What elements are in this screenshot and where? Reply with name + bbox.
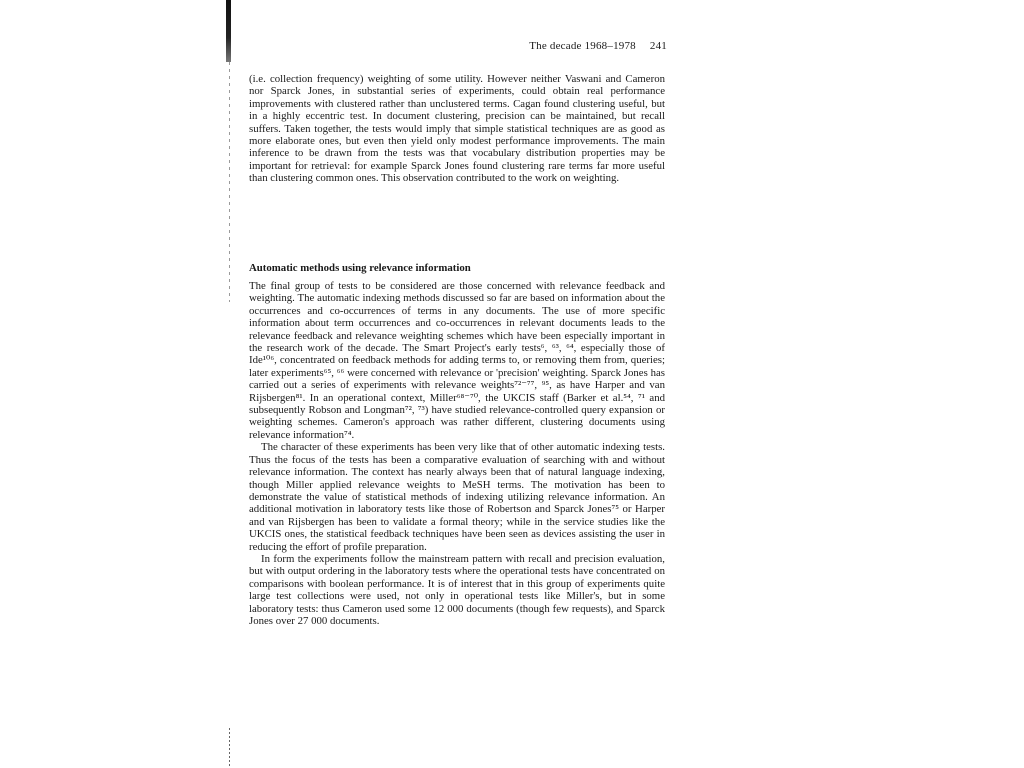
intro-paragraph: (i.e. collection frequency) weighting of some utility. However neither Vaswani and Cameron nor Sparck Jones, in substantial series of experiments, could obtain real performance improvements with clustered rather than unclustered terms. Cagan found clustering useful, but in a highly eccentric test. In document clustering, precision can be maintained, but recall suffers. Taken together, the tests would imply that simple statistical techniques are as good as more elaborate ones, but even then yield only modest performance improvements. The main inference to be drawn from the tests was that vocabulary distribution properties may be important for retrieval: for example Sparck Jones found clustering rare terms far more useful than clustering common ones. This observation contributed to the work on weighting. [249,73,665,185]
section-heading: Automatic methods using relevance information [249,262,471,274]
running-head [529,40,667,52]
scan-margin-noise-bottom [229,728,230,768]
section-paragraph-1: The final group of tests to be considered are those concerned with relevance feedback and weighting. The automatic indexing methods discussed so far are based on information about the occurrences and co-occurrences of terms in any documents. The use of more specific information about term occurrences and co-occurrences in relevant documents leads to the relevance feedback and relevance weighting schemes which have been especially important in the research work of the decade. The Smart Project's early tests⁶, ⁶³, ⁶⁴, especially those of Ide¹⁰⁶, concentrated on feedback methods for adding terms to, or removing them from, queries; later experiments⁶⁵, ⁶⁶ were concerned with relevance or 'precision' weighting. Sparck Jones has carried out a series of experiments with relevance weights⁷²⁻⁷⁷, ⁹⁵, as have Harper and van Rijsbergen⁸¹. In an operational context, Miller⁶⁸⁻⁷⁰, the UKCIS staff (Barker et al.⁵⁴, ⁷¹ and subsequently Robson and Longman⁷², ⁷³) have studied relevance-controlled query expansion or weighting schemes. Cameron's approach was rather different, clustering documents using relevance information⁷⁴. [249,280,665,441]
intro-text-block [249,73,665,185]
page-number: 241 [649,40,667,52]
scan-margin-noise [229,62,230,302]
section-paragraph-3: In form the experiments follow the mainstream pattern with recall and precision evaluation, but with output ordering in the laboratory tests where the operational tests have concentrated on comparisons with boolean performance. It is of interest that in this group of experiments quite large test collections were used, not only in operational tests like Miller's, but in some laboratory tests: thus Cameron used some 12 000 documents (though few requests), and Sparck Jones over 27 000 documents. [249,552,665,627]
section-text-block [249,280,665,627]
scan-binding-shadow [226,0,231,62]
running-head-title: The decade 1968–1978 [529,40,636,52]
section-paragraph-2: The character of these experiments has been very like that of other automatic indexing tests. Thus the focus of the tests has been a comparative evaluation of searching with and without relevance information. The context has nearly always been that of natural language indexing, though Miller applied relevance weights to MeSH terms. The motivation has been to demonstrate the value of statistical methods of indexing utilizing relevance information. An additional motivation in laboratory tests like those of Robertson and Sparck Jones⁷⁵ or Harper and van Rijsbergen has been to validate a formal theory; while in the service studies like the UKCIS ones, the statistical feedback techniques have been seen as devices assisting the user in reducing the effort of profile preparation. [249,441,665,553]
